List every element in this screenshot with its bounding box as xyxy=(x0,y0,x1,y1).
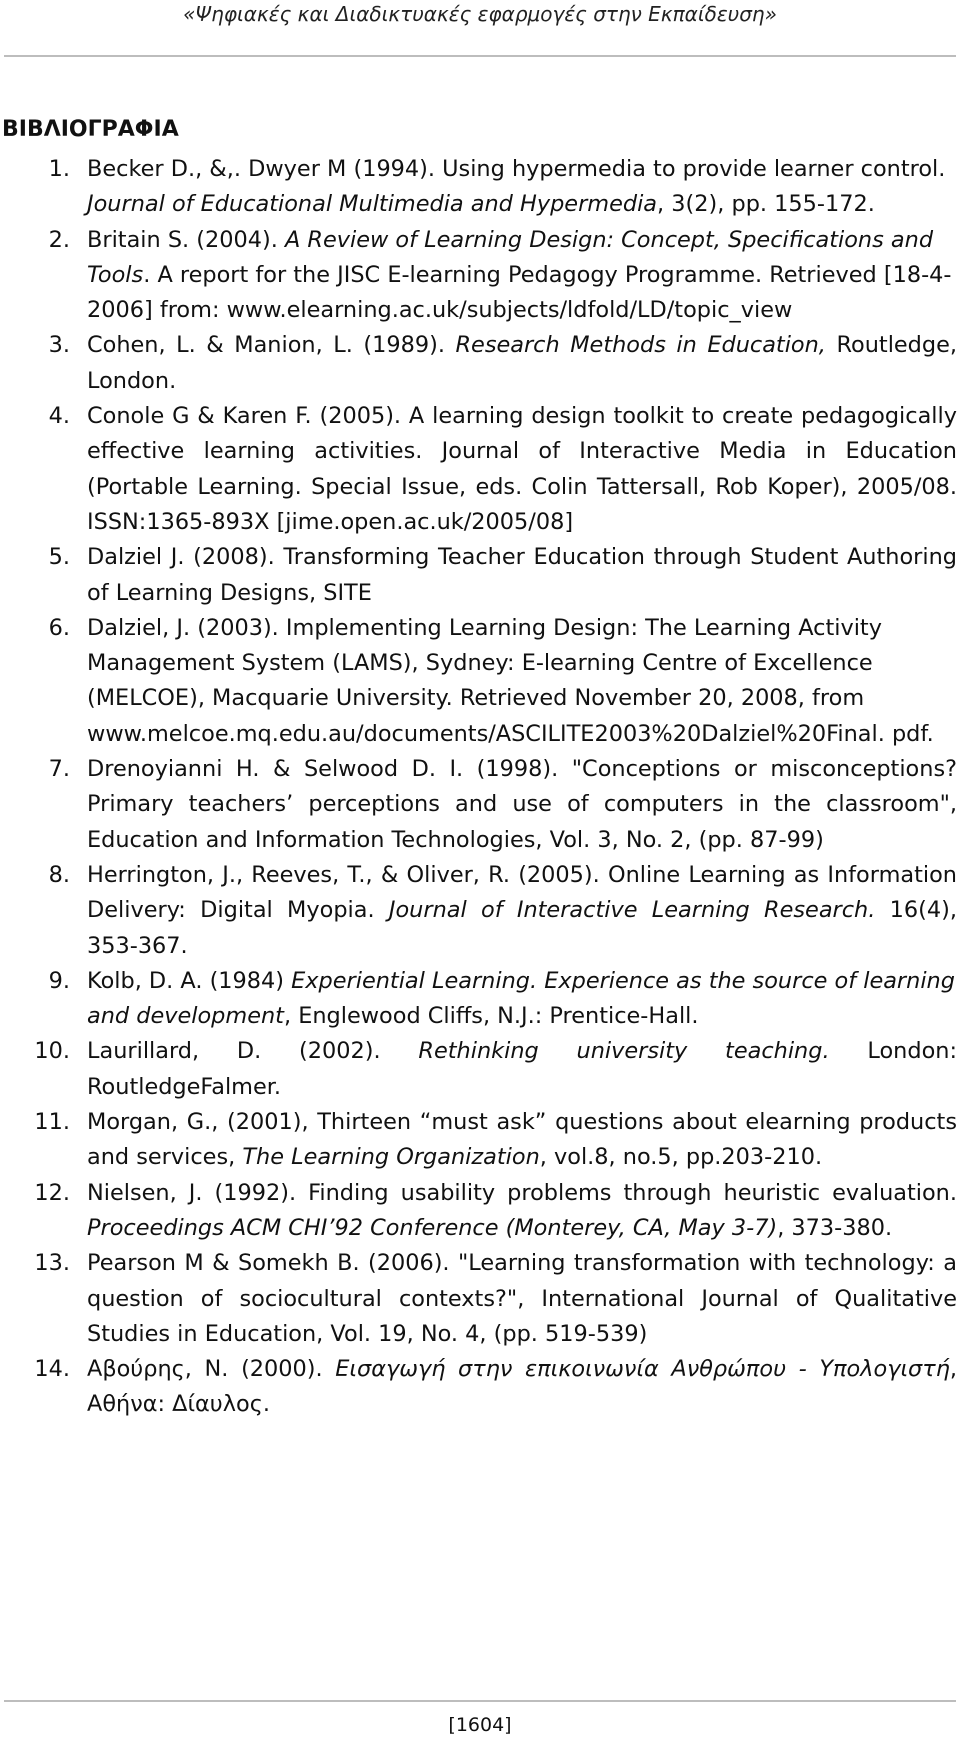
reference-text xyxy=(87,1352,957,1423)
reference-segment: Cohen, L. & Manion, L. (1989). xyxy=(87,332,456,359)
reference-text xyxy=(87,752,957,858)
reference-italic-segment: The Learning Organization xyxy=(242,1144,540,1171)
reference-italic-segment: Journal of Educational Multimedia and Hypermedia xyxy=(87,191,658,218)
reference-segment: Britain S. (2004). xyxy=(87,226,285,253)
reference-segment: Pearson M & Somekh B. (2006). "Learning transformation with technology: a question of sociocultural contexts?", International Journal of Qualitative Studies in Education, Vol. 19, No. 4, (pp. 519-539) xyxy=(87,1250,957,1347)
reference-segment: Drenoyianni H. & Selwood D. I. (1998). "Conceptions or misconceptions? Primary teachers’ perceptions and use of computers in the classroom", Education and Information Technologies, Vol. 3, No. 2, (pp. 87-99) xyxy=(87,756,957,853)
reference-item xyxy=(0,1176,957,1247)
reference-number: 4. xyxy=(48,403,70,430)
reference-number: 3. xyxy=(48,332,70,359)
reference-number: 6. xyxy=(48,614,70,641)
reference-segment: , Englewood Cliffs, N.J.: Prentice-Hall. xyxy=(283,1003,699,1030)
reference-text xyxy=(87,1176,957,1247)
reference-number: 2. xyxy=(48,226,70,253)
reference-italic-segment: Rethinking university teaching. xyxy=(418,1038,830,1065)
reference-number: 7. xyxy=(48,756,70,783)
reference-text xyxy=(87,328,957,399)
reference-italic-segment: Journal of Interactive Learning Research. xyxy=(388,897,876,924)
reference-segment: Kolb, D. A. (1984) xyxy=(87,967,292,994)
reference-text xyxy=(87,399,957,540)
reference-segment: . A report for the JISC E-learning Pedagogy Programme. Retrieved [18-4-2006] from: www.elearning.ac.uk/subjects/ldfold/LD/topic_view xyxy=(87,261,952,324)
reference-italic-segment: Proceedings ACM CHI’92 Conference (Monterey, CA, May 3-7) xyxy=(87,1214,778,1241)
reference-segment: Becker D., &,. Dwyer M (1994). Using hypermedia to provide learner control. xyxy=(87,156,946,182)
reference-item xyxy=(0,858,957,964)
reference-italic-segment: A Review of Learning Design: Concept, Specifications and Tools xyxy=(87,226,934,288)
reference-segment: Nielsen, J. (1992). Finding usability problems through heuristic evaluation. xyxy=(87,1179,957,1206)
reference-text xyxy=(87,1034,957,1105)
reference-segment: Conole G & Karen F. (2005). A learning design toolkit to create pedagogically effective learning activities. Journal of Interactive Media in Education (Portable Learning. Special Issue, eds. Colin Tattersall, Rob Koper), 2005/08. ISSN:1365-893X [jime.open.ac.uk/2005/08] xyxy=(87,403,957,535)
reference-italic-segment: Experiential Learning. Experience as the source of learning and development xyxy=(87,967,955,1030)
reference-number: 11. xyxy=(34,1109,70,1136)
reference-italic-segment: Εισαγωγή στην επικοινωνία Ανθρώπου - Υπολογιστή xyxy=(335,1356,950,1383)
reference-segment: Routledge, London. xyxy=(87,332,958,394)
page-number: [1604] xyxy=(448,1714,512,1736)
reference-item xyxy=(0,223,957,329)
reference-number: 12. xyxy=(34,1179,70,1206)
reference-segment: 16(4), 353-367. xyxy=(87,897,957,959)
page-title: ΒΙΒΛΙΟΓΡΑΦΙΑ xyxy=(2,117,179,142)
reference-text xyxy=(87,156,945,217)
reference-number: 10. xyxy=(34,1038,70,1065)
reference-text xyxy=(87,1246,957,1352)
reference-segment: Dalziel, J. (2003). Implementing Learning Design: The Learning Activity Management System (LAMS), Sydney: E-learning Centre of Excellence (MELCOE), Macquarie University. Retrieved November 20, 2008, from www.melcoe.mq.edu.au/documents/ASCILITE2003%20Dalziel%20Final. pdf. xyxy=(87,614,934,747)
reference-segment: Αβούρης, Ν. (2000). xyxy=(87,1356,336,1383)
reference-item xyxy=(0,540,957,611)
reference-segment: , 373-380. xyxy=(777,1214,893,1241)
reference-segment: , 3(2), pp. 155-172. xyxy=(657,191,875,218)
reference-segment: Laurillard, D. (2002). xyxy=(87,1038,419,1065)
reference-item xyxy=(0,964,957,1035)
reference-item xyxy=(0,752,957,858)
running-header: «Ψηφιακές και Διαδικτυακές εφαρμογές στην Εκπαίδευση» xyxy=(183,2,777,26)
reference-italic-segment: Research Methods in Education, xyxy=(455,332,826,359)
reference-segment: Herrington, J., Reeves, T., & Oliver, R. (2005). Online Learning as Information Delivery: Digital Myopia. xyxy=(87,861,957,924)
reference-item xyxy=(0,399,957,540)
reference-number: 5. xyxy=(48,544,70,571)
reference-item xyxy=(0,328,957,399)
reference-text xyxy=(87,615,934,747)
footer-divider xyxy=(4,1700,956,1702)
reference-segment: Dalziel J. (2008). Transforming Teacher Education through Student Authoring of Learning Designs, SITE xyxy=(87,544,957,606)
reference-item xyxy=(0,1352,957,1423)
reference-list xyxy=(0,152,960,1423)
reference-text xyxy=(87,968,955,1029)
reference-item xyxy=(0,611,957,752)
reference-number: 14. xyxy=(34,1356,70,1383)
reference-item xyxy=(0,1246,957,1352)
reference-item xyxy=(0,1105,957,1176)
reference-text xyxy=(87,540,957,611)
reference-number: 1. xyxy=(48,156,70,182)
reference-segment: Morgan, G., (2001), Thirteen “must ask” questions about elearning products and services, xyxy=(87,1109,957,1171)
reference-text xyxy=(87,1105,957,1176)
reference-segment: London: RoutledgeFalmer. xyxy=(87,1038,958,1100)
reference-number: 13. xyxy=(34,1250,70,1277)
reference-segment: , vol.8, no.5, pp.203-210. xyxy=(539,1144,823,1171)
reference-number: 8. xyxy=(48,861,70,888)
reference-text xyxy=(87,227,952,324)
reference-text xyxy=(87,858,957,964)
reference-item xyxy=(0,1034,957,1105)
reference-item xyxy=(0,152,957,223)
reference-segment: , Αθήνα: Δίαυλος. xyxy=(87,1356,958,1418)
header-divider xyxy=(4,55,956,57)
reference-number: 9. xyxy=(48,967,70,994)
